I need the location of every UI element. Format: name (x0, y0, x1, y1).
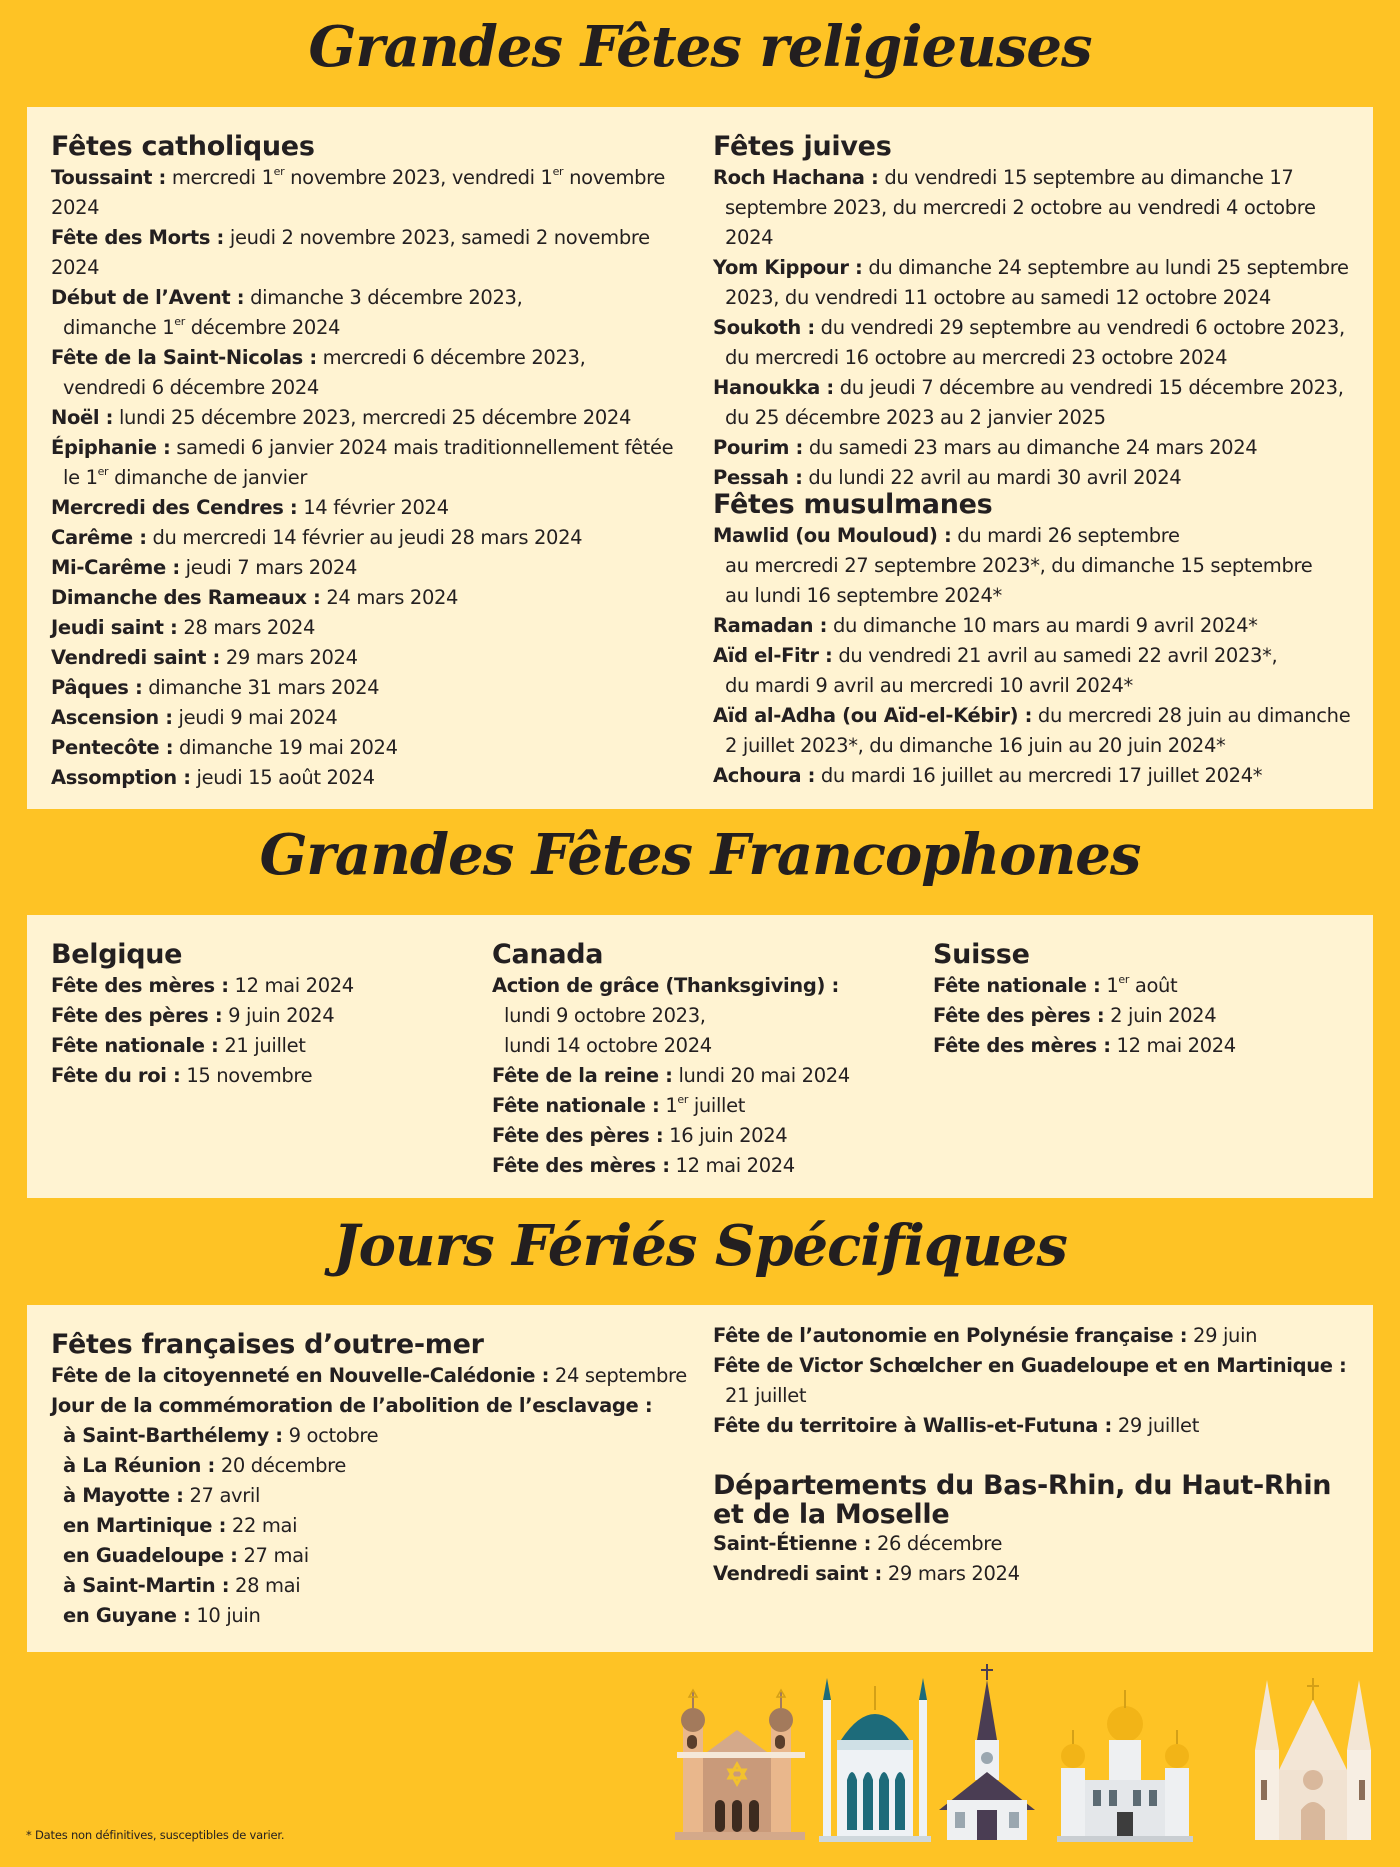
muslim-column (713, 489, 1353, 791)
overseas2-column (713, 1321, 1353, 1441)
canada-heading: Canada (492, 939, 604, 970)
entry-value: 2 juin 2024 (1110, 1004, 1217, 1027)
catholic-entry (51, 343, 701, 403)
title-francophone: Grandes Fêtes Francophones (259, 822, 1141, 888)
entry-continuation: au lundi 16 septembre 2024* (725, 584, 1002, 607)
entry-value: dimanche 3 décembre 2023, (250, 286, 523, 309)
entry-label: Fête des pères : (933, 1004, 1105, 1027)
entry-label: à Saint-Barthélemy : (63, 1424, 283, 1447)
entry-value: 28 mars 2024 (183, 616, 316, 639)
catholic-entry (51, 223, 701, 283)
entry-continuation: vendredi 6 décembre 2024 (63, 376, 319, 399)
entry-continuation: septembre 2023, du mercredi 2 octobre au vendredi 4 octobre 2024 (725, 196, 1316, 249)
entry-label: Fête des mères : (933, 1034, 1111, 1057)
muslim-entry (713, 611, 1353, 641)
catholic-entry (51, 763, 701, 793)
entry-continuation: lundi 14 octobre 2024 (504, 1034, 712, 1057)
catholic-heading: Fêtes catholiques (51, 131, 315, 162)
entry-value: du jeudi 7 décembre au vendredi 15 décembre 2023, (839, 376, 1344, 399)
entry-label: Ascension : (51, 706, 173, 729)
entry-value: jeudi 15 août 2024 (196, 766, 375, 789)
overseas-entry (51, 1451, 701, 1481)
entry-label: Vendredi saint : (713, 1562, 883, 1585)
entry-value: du samedi 23 mars au dimanche 24 mars 2024 (808, 436, 1258, 459)
alsace-heading-line1: Départements du Bas-Rhin, du Haut-Rhin (713, 1470, 1332, 1501)
muslim-entry (713, 701, 1353, 761)
catholic-entry (51, 643, 701, 673)
entry-label: Soukoth : (713, 316, 815, 339)
muslim-entry (713, 521, 1353, 611)
entry-value: 22 mai (231, 1514, 298, 1537)
overseas2-entry (713, 1321, 1353, 1351)
entry-label: Assomption : (51, 766, 191, 789)
jewish-entry (713, 313, 1353, 373)
entry-value: 28 mai (235, 1574, 301, 1597)
entry-value: 26 décembre (876, 1532, 1003, 1555)
entry-value: jeudi 2 novembre 2023, samedi 2 novembre 2024 (51, 226, 650, 279)
entry-label: Fête des mères : (492, 1154, 670, 1177)
entry-value: mercredi 6 décembre 2023, (322, 346, 586, 369)
switzerland-entry (933, 1001, 1353, 1031)
entry-continuation: 21 juillet (725, 1384, 807, 1407)
canada-entry (492, 1121, 912, 1151)
synagogue-icon (675, 1690, 805, 1840)
overseas-entry (51, 1541, 701, 1571)
entry-value: 29 juin (1193, 1324, 1258, 1347)
orthodox-church-icon (1057, 1690, 1193, 1842)
entry-value: jeudi 9 mai 2024 (178, 706, 338, 729)
entry-continuation: 2023, du vendredi 11 octobre au samedi 12 octobre 2024 (725, 286, 1271, 309)
entry-value: samedi 6 janvier 2024 mais traditionnellement fêtée (176, 436, 674, 459)
entry-continuation: 2 juillet 2023*, du dimanche 16 juin au 20 juin 2024* (725, 734, 1226, 757)
entry-label: Fête du territoire à Wallis-et-Futuna : (713, 1414, 1112, 1437)
entry-label: Pentecôte : (51, 736, 174, 759)
entry-label: Vendredi saint : (51, 646, 221, 669)
catholic-entry (51, 493, 701, 523)
entry-value: du vendredi 15 septembre au dimanche 17 (884, 166, 1294, 189)
entry-label: Action de grâce (Thanksgiving) : (492, 974, 839, 997)
superscript: er (552, 164, 564, 178)
overseas-entry (51, 1361, 701, 1391)
entry-continuation: du 25 décembre 2023 au 2 janvier 2025 (725, 406, 1106, 429)
alsace-heading-line2: et de la Moselle (713, 1499, 950, 1530)
catholic-entry (51, 613, 701, 643)
entry-label: Hanoukka : (713, 376, 834, 399)
alsace-entry (713, 1529, 1353, 1559)
entry-value: 12 mai 2024 (1116, 1034, 1236, 1057)
entry-label: Roch Hachana : (713, 166, 879, 189)
entry-value: du mercredi 28 juin au dimanche (1037, 704, 1351, 727)
catholic-entry (51, 283, 701, 343)
entry-label: Jour de la commémoration de l’abolition de l’esclavage : (51, 1394, 653, 1417)
entry-label: Pourim : (713, 436, 803, 459)
superscript: er (174, 314, 185, 328)
entry-label: Dimanche des Rameaux : (51, 586, 321, 609)
belgium-entry (51, 1001, 471, 1031)
entry-label: Mawlid (ou Mouloud) : (713, 524, 952, 547)
entry-value: 29 mars 2024 (887, 1562, 1020, 1585)
entry-value: 9 juin 2024 (228, 1004, 335, 1027)
entry-value: 1er juillet (665, 1092, 746, 1117)
jewish-heading: Fêtes juives (713, 131, 892, 162)
catholic-entry (51, 733, 701, 763)
entry-label: Fête nationale : (933, 974, 1101, 997)
church-icon (939, 1664, 1035, 1840)
overseas-heading: Fêtes françaises d’outre-mer (51, 1329, 484, 1360)
overseas2-entry (713, 1411, 1353, 1441)
entry-value: du mardi 16 juillet au mercredi 17 juillet 2024* (820, 764, 1263, 787)
entry-value: 9 octobre (288, 1424, 379, 1447)
title-specific: Jours Fériés Spécifiques (333, 1213, 1067, 1279)
entry-value: dimanche 31 mars 2024 (148, 676, 380, 699)
entry-value: 10 juin (196, 1604, 261, 1627)
entry-label: Aïd al-Adha (ou Aïd-el-Kébir) : (713, 704, 1033, 727)
alsace-heading (713, 1471, 1353, 1529)
overseas2-entry (713, 1351, 1353, 1411)
entry-value: 12 mai 2024 (234, 974, 354, 997)
belgium-entry (51, 971, 471, 1001)
overseas-column (51, 1329, 701, 1631)
switzerland-entry (933, 1031, 1353, 1061)
entry-label: Aïd el-Fitr : (713, 644, 833, 667)
muslim-entry (713, 761, 1353, 791)
overseas-entry (51, 1421, 701, 1451)
canada-entry (492, 971, 912, 1061)
entry-label: Ramadan : (713, 614, 828, 637)
switzerland-heading: Suisse (933, 939, 1030, 970)
overseas-entry (51, 1391, 701, 1421)
entry-label: Fête de l’autonomie en Polynésie française : (713, 1324, 1188, 1347)
entry-value: du vendredi 21 avril au samedi 22 avril 2023*, (838, 644, 1278, 667)
entry-value: lundi 20 mai 2024 (678, 1064, 850, 1087)
superscript: er (1118, 972, 1129, 986)
entry-label: Fête de la Saint-Nicolas : (51, 346, 317, 369)
alsace-entry (713, 1559, 1353, 1589)
entry-value: dimanche 19 mai 2024 (179, 736, 398, 759)
entry-label: en Guadeloupe : (63, 1544, 238, 1567)
religious-buildings-illustration (675, 1660, 1375, 1845)
entry-continuation: au mercredi 27 septembre 2023*, du dimanche 15 septembre (725, 554, 1313, 577)
muslim-heading: Fêtes musulmanes (713, 489, 993, 520)
switzerland-column (933, 939, 1353, 1061)
entry-value: 27 mai (243, 1544, 309, 1567)
jewish-entry (713, 433, 1353, 463)
belgium-entry (51, 1031, 471, 1061)
entry-label: à Mayotte : (63, 1484, 184, 1507)
entry-label: Fête des mères : (51, 974, 229, 997)
entry-value: du mardi 26 septembre (957, 524, 1180, 547)
entry-label: Noël : (51, 406, 114, 429)
entry-value: jeudi 7 mars 2024 (185, 556, 358, 579)
catholic-entry (51, 523, 701, 553)
catholic-column (51, 131, 701, 793)
entry-value: du dimanche 24 septembre au lundi 25 septembre (868, 256, 1349, 279)
overseas-entry (51, 1601, 701, 1631)
entry-value: 29 juillet (1117, 1414, 1199, 1437)
panel-religious (27, 107, 1373, 809)
entry-label: Fête des Morts : (51, 226, 225, 249)
entry-label: à Saint-Martin : (63, 1574, 230, 1597)
superscript: er (97, 464, 109, 478)
entry-value: 27 avril (189, 1484, 261, 1507)
entry-label: Pâques : (51, 676, 143, 699)
entry-label: Fête nationale : (492, 1094, 660, 1117)
entry-value: 20 décembre (220, 1454, 347, 1477)
entry-value: 24 septembre (554, 1364, 687, 1387)
catholic-entry (51, 583, 701, 613)
switzerland-entry (933, 971, 1353, 1001)
entry-label: Fête des pères : (492, 1124, 664, 1147)
entry-value: du dimanche 10 mars au mardi 9 avril 2024* (832, 614, 1258, 637)
jewish-entry (713, 373, 1353, 433)
entry-continuation: le 1er dimanche de janvier (63, 464, 308, 489)
entry-continuation: du mercredi 16 octobre au mercredi 23 octobre 2024 (725, 346, 1228, 369)
entry-value: du mercredi 14 février au jeudi 28 mars 2024 (152, 526, 583, 549)
jewish-entry (713, 163, 1353, 253)
entry-value: 14 février 2024 (303, 496, 449, 519)
canada-entry (492, 1151, 912, 1181)
canada-entry (492, 1061, 912, 1091)
entry-label: Fête de Victor Schœlcher en Guadeloupe et en Martinique : (713, 1354, 1347, 1377)
entry-label: Début de l’Avent : (51, 286, 245, 309)
entry-value: du vendredi 29 septembre au vendredi 6 octobre 2023, (820, 316, 1345, 339)
belgium-entry (51, 1061, 471, 1091)
entry-value: du lundi 22 avril au mardi 30 avril 2024 (808, 466, 1182, 489)
alsace-column (713, 1471, 1353, 1589)
entry-label: en Guyane : (63, 1604, 191, 1627)
catholic-entry (51, 403, 701, 433)
entry-label: Épiphanie : (51, 436, 171, 459)
entry-label: Yom Kippour : (713, 256, 863, 279)
entry-value: 12 mai 2024 (675, 1154, 795, 1177)
entry-value: mercredi 1er novembre 2023, vendredi 1er novembre 2024 (51, 164, 666, 219)
entry-value: 24 mars 2024 (326, 586, 459, 609)
footnote: * Dates non définitives, susceptibles de varier. (26, 1828, 285, 1842)
catholic-entry (51, 703, 701, 733)
entry-label: Fête du roi : (51, 1064, 181, 1087)
belgium-heading: Belgique (51, 939, 183, 970)
catholic-entry (51, 553, 701, 583)
entry-value: 15 novembre (186, 1064, 313, 1087)
entry-label: en Martinique : (63, 1514, 227, 1537)
entry-value: 21 juillet (224, 1034, 306, 1057)
entry-value: 1er août (1106, 972, 1178, 997)
entry-label: Fête de la citoyenneté en Nouvelle-Calédonie : (51, 1364, 550, 1387)
overseas-entry (51, 1481, 701, 1511)
panel-specific (27, 1305, 1373, 1652)
entry-label: Toussaint : (51, 166, 166, 189)
canada-entry (492, 1091, 912, 1121)
entry-label: Mercredi des Cendres : (51, 496, 298, 519)
entry-label: Jeudi saint : (51, 616, 178, 639)
entry-label: Fête des pères : (51, 1004, 223, 1027)
jewish-column (713, 131, 1353, 493)
catholic-entry (51, 673, 701, 703)
canada-column (492, 939, 912, 1181)
entry-label: Pessah : (713, 466, 803, 489)
jewish-entry (713, 253, 1353, 313)
entry-label: Mi-Carême : (51, 556, 180, 579)
catholic-entry (51, 433, 701, 493)
cathedral-icon (1255, 1678, 1371, 1840)
entry-label: Fête de la reine : (492, 1064, 673, 1087)
catholic-entry (51, 163, 701, 223)
superscript: er (273, 164, 285, 178)
entry-value: lundi 25 décembre 2023, mercredi 25 décembre 2024 (118, 406, 632, 429)
entry-continuation: dimanche 1er décembre 2024 (63, 314, 341, 339)
entry-label: Achoura : (713, 764, 816, 787)
entry-label: Carême : (51, 526, 147, 549)
entry-continuation: lundi 9 octobre 2023, (504, 1004, 706, 1027)
overseas-entry (51, 1571, 701, 1601)
panel-francophone (27, 915, 1373, 1198)
entry-continuation: du mardi 9 avril au mercredi 10 avril 2024* (725, 674, 1133, 697)
entry-label: Saint-Étienne : (713, 1532, 872, 1555)
mosque-icon (819, 1678, 931, 1842)
overseas-entry (51, 1511, 701, 1541)
superscript: er (677, 1092, 688, 1106)
muslim-entry (713, 641, 1353, 701)
entry-value: 29 mars 2024 (225, 646, 358, 669)
belgium-column (51, 939, 471, 1091)
entry-value: 16 juin 2024 (669, 1124, 788, 1147)
entry-label: Fête nationale : (51, 1034, 219, 1057)
entry-label: à La Réunion : (63, 1454, 215, 1477)
title-religious: Grandes Fêtes religieuses (308, 14, 1092, 80)
